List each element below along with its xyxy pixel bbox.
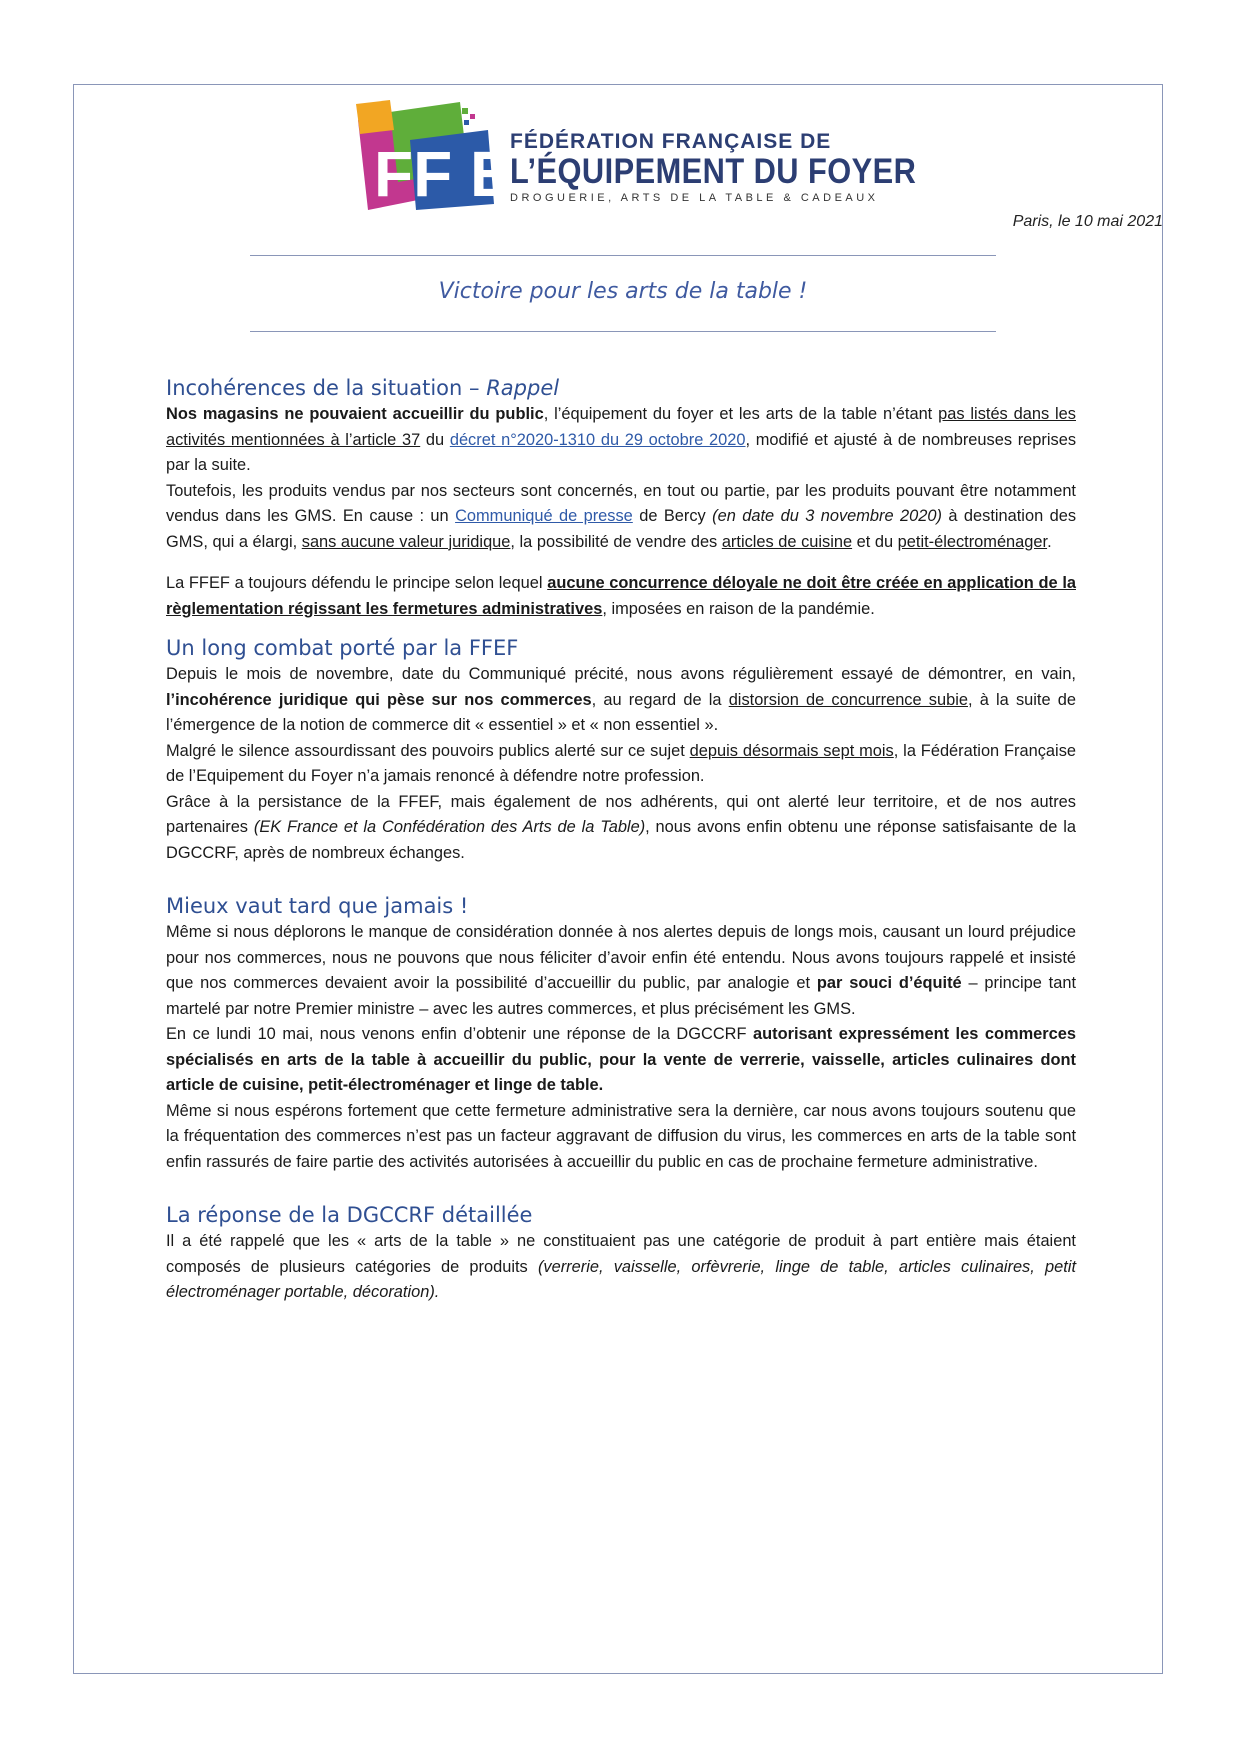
title-rule-top bbox=[250, 255, 996, 256]
section-heading-combat: Un long combat porté par la FFEF bbox=[166, 636, 519, 660]
paragraph: Toutefois, les produits vendus par nos secteurs sont concernés, en tout ou partie, par les produits pouvant être notamment vendus dans les GMS. En cause : un Communiqué de presse de Bercy (en date du 3 novembre 2020) à destination des GMS, qui a élargi, sans aucune valeur juridique, la possibilité de vendre des articles de cuisine et du petit-électroménager. bbox=[166, 481, 1077, 551]
decret-link[interactable]: décret n°2020-1310 du 29 octobre 2020 bbox=[449, 430, 746, 449]
communique-link[interactable]: Communiqué de presse bbox=[455, 507, 633, 525]
paragraph: Même si nous déplorons le manque de considération donnée à nos alertes depuis de longs mois, causant un lourd préjudice pour nos commerces, nous ne pouvons que nous féliciter d’avoir enfin été entendu. Nous avons toujours rappelé et insisté que nos commerces devaient avoir la possibilité d’accueillir du public, par analogie et par souci d’équité – principe tant martelé par notre Premier ministre – avec les autres commerces, et plus précisément les GMS. bbox=[166, 923, 1076, 1018]
logo-line-2: L’ÉQUIPEMENT DU FOYER bbox=[510, 152, 917, 191]
paragraph: Depuis le mois de novembre, date du Communiqué précité, nous avons régulièrement essayé de démontrer, en vain, l’incohérence juridique qui pèse sur nos commerces, au regard de la distorsion de concurrence subie, à la suite de l’émergence de la notion de commerce dit « essentiel » et « non essentiel ». bbox=[166, 665, 1076, 734]
section-heading-mieux-vaut: Mieux vaut tard que jamais ! bbox=[166, 894, 469, 918]
logo-line-1: FÉDÉRATION FRANÇAISE DE bbox=[510, 130, 832, 153]
title-rule-bottom bbox=[250, 331, 996, 332]
paragraph: La FFEF a toujours défendu le principe selon lequel aucune concurrence déloyale ne doit être créée en application de la règlementation régissant les fermetures administratives, imposées en raison de la pandémie. bbox=[166, 574, 1076, 618]
paragraph: Grâce à la persistance de la FFEF, mais également de nos adhérents, qui ont alerté leur territoire, et de nos autres partenaires (EK France et la Confédération des Arts de la Table), nous avons enfin obtenu une réponse satisfaisante de la DGCCRF, après de nombreux échanges. bbox=[166, 792, 1076, 862]
paragraph: Malgré le silence assourdissant des pouvoirs publics alerté sur ce sujet depuis désormais sept mois, la Fédération Française de l’Equipement du Foyer n’a jamais renoncé à défendre notre profession. bbox=[166, 741, 1077, 785]
document-body bbox=[166, 374, 1076, 1306]
logo-wordmark bbox=[510, 130, 972, 206]
section-heading-reponse: La réponse de la DGCCRF détaillée bbox=[166, 1203, 533, 1227]
dateline: Paris, le 10 mai 2021 bbox=[1012, 213, 1163, 230]
ffef-logo bbox=[350, 100, 917, 212]
logo-ef-text: FF EF bbox=[374, 138, 552, 210]
ffef-logo-mark-icon bbox=[350, 100, 552, 212]
paragraph: En ce lundi 10 mai, nous venons enfin d’obtenir une réponse de la DGCCRF autorisant expressément les commerces spécialisés en arts de la table à accueillir du public, pour la vente de verrerie, vaisselle, articles culinaires dont article de cuisine, petit-électroménager et linge de table. bbox=[166, 1025, 1076, 1094]
logo-line-3: DROGUERIE, ARTS DE LA TABLE & CADEAUX bbox=[510, 192, 879, 204]
section-heading-incoherences: Incohérences de la situation – Rappel bbox=[166, 376, 560, 400]
document-title: Victoire pour les arts de la table ! bbox=[438, 279, 808, 304]
paragraph: Même si nous espérons fortement que cette fermeture administrative sera la dernière, car nous avons toujours soutenu que la fréquentation des commerces n’est pas un facteur aggravant de diffusion du virus, les commerces en arts de la table sont enfin rassurés de faire partie des activités autorisées à accueillir du public en cas de prochaine fermeture administrative. bbox=[166, 1101, 1076, 1171]
paragraph: Il a été rappelé que les « arts de la table » ne constituaient pas une catégorie de produit à part entière mais étaient composés de plusieurs catégories de produits (verrerie, vaisselle, orfèvrerie, linge de table, articles culinaires, petit électroménager portable, décoration). bbox=[166, 1232, 1076, 1301]
paragraph: Nos magasins ne pouvaient accueillir du public, l’équipement du foyer et les arts de la table n’étant pas listés dans les activités mentionnées à l’article 37 du décret n°2020-1310 du 29 octobre 2020, modifié et ajusté à de nombreuses reprises par la suite. bbox=[166, 405, 1077, 474]
